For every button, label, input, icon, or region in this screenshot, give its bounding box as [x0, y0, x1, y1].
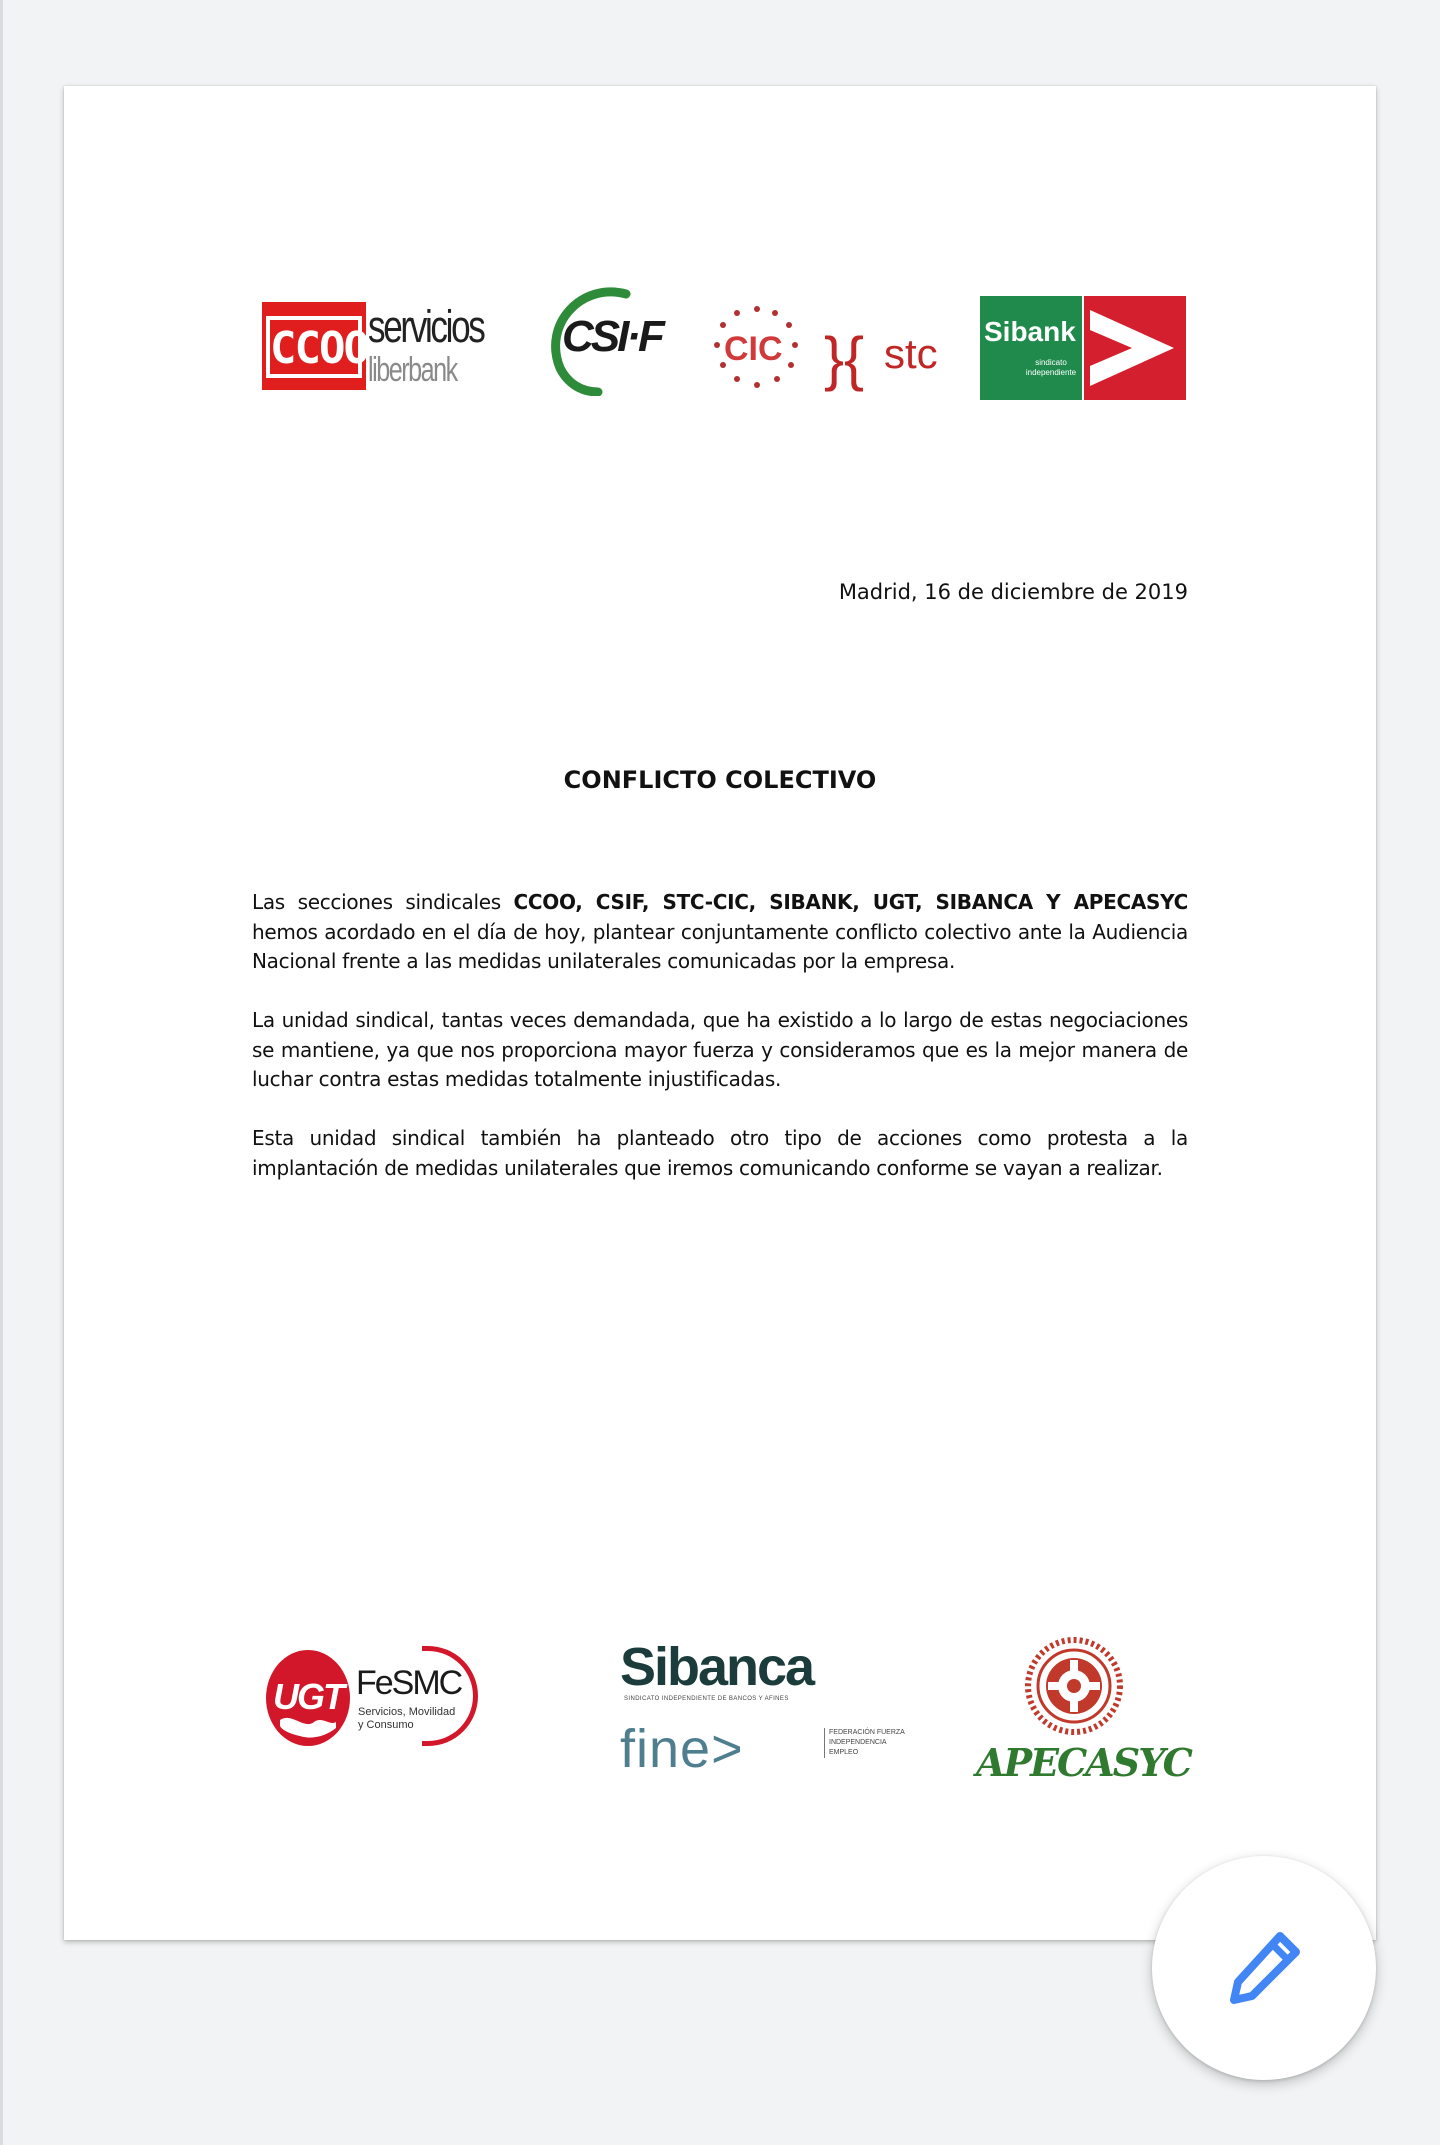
paragraph-1-intro: Las secciones sindicales	[252, 890, 514, 914]
sibank-logo	[980, 296, 1186, 400]
ccoo-liberbank-word: liberbank	[368, 351, 457, 389]
cic-dot	[774, 376, 780, 382]
fine-logo-subtitle: FEDERACIÓN FUERZA INDEPENDENCIA EMPLEO	[824, 1728, 909, 1758]
cic-dot	[788, 362, 794, 368]
cic-logo	[710, 300, 810, 400]
fine-logo-text: fine>	[620, 1719, 744, 1779]
ccoo-servicios-logo	[262, 292, 484, 390]
ugt-fesmc-logo	[266, 1642, 482, 1750]
apecasyc-emblem-icon	[976, 1634, 1246, 1744]
cic-dot	[754, 382, 760, 388]
paragraph-1-rest: hemos acordado en el día de hoy, plantear conjuntamente conflicto colectivo ante la Audiencia Nacional frente a las medidas unilaterales comunicadas por la empresa.	[252, 919, 1188, 973]
stc-logo	[824, 318, 994, 408]
handshake-icon	[266, 1706, 350, 1746]
viewer-left-edge	[0, 0, 3, 2145]
sibanca-fine-logo	[620, 1636, 904, 1832]
sibank-logo-subtitle: sindicato independiente	[1025, 358, 1077, 377]
ccoo-servicios-word: servicios	[368, 301, 484, 352]
document-date: Madrid, 16 de diciembre de 2019	[838, 580, 1188, 604]
stc-brace-icon: }{	[824, 325, 865, 392]
edit-fab-button[interactable]	[1152, 1856, 1376, 2080]
cic-dot	[792, 342, 798, 348]
apecasyc-logo	[976, 1634, 1246, 1834]
cic-dot	[734, 376, 740, 382]
sibank-red-panel	[1084, 296, 1186, 400]
sibank-green-panel	[980, 296, 1082, 400]
csif-logo-text: CSI·F	[562, 312, 662, 361]
stc-logo-text: stc	[884, 330, 938, 377]
apecasyc-logo-text: APECASYC	[976, 1740, 1191, 1785]
cic-dot	[754, 306, 760, 312]
ccoo-logo-box	[262, 302, 366, 390]
cic-dot	[772, 310, 778, 316]
document-body	[252, 888, 1188, 1213]
paragraph-3: Esta unidad sindical también ha planteado otro tipo de acciones como protesta a la implantación de medidas unilaterales que iremos comunicando conforme se vayan a realizar.	[252, 1126, 1188, 1180]
cic-dot	[786, 322, 792, 328]
cic-dot	[720, 322, 726, 328]
sibanca-logo-subtitle: SINDICATO INDEPENDIENTE DE BANCOS Y AFINES	[624, 1696, 789, 1702]
fesmc-logo-text: FeSMC	[356, 1664, 462, 1702]
ugt-logo-text: UGT	[273, 1676, 343, 1717]
cic-logo-text: CIC	[724, 330, 783, 368]
cic-dot	[734, 310, 740, 316]
sibanca-logo-text: Sibanca	[620, 1637, 814, 1697]
cic-dot	[714, 342, 720, 348]
csif-logo	[542, 284, 662, 396]
paragraph-1	[252, 888, 1188, 977]
sibank-arrow-icon	[1084, 296, 1186, 400]
pencil-icon	[1222, 1926, 1306, 2010]
document-title: CONFLICTO COLECTIVO	[563, 766, 877, 794]
ugt-circle	[266, 1650, 350, 1746]
paragraph-2: La unidad sindical, tantas veces demandada, que ha existido a lo largo de estas negociaciones se mantiene, ya que nos proporciona mayor fuerza y consideramos que es la mejor manera de luchar contra estas medidas totalmente injustificadas.	[252, 1008, 1188, 1091]
ccoo-logo-text: CCOO	[266, 316, 362, 378]
fesmc-logo-subtitle: Servicios, Movilidad y Consumo	[358, 1706, 456, 1731]
sibank-logo-text: Sibank	[984, 316, 1076, 347]
paragraph-1-unions: CCOO, CSIF, STC-CIC, SIBANK, UGT, SIBANCA Y APECASYC	[513, 890, 1188, 914]
document-page[interactable]	[64, 86, 1376, 1940]
fesmc-arc	[422, 1646, 478, 1746]
